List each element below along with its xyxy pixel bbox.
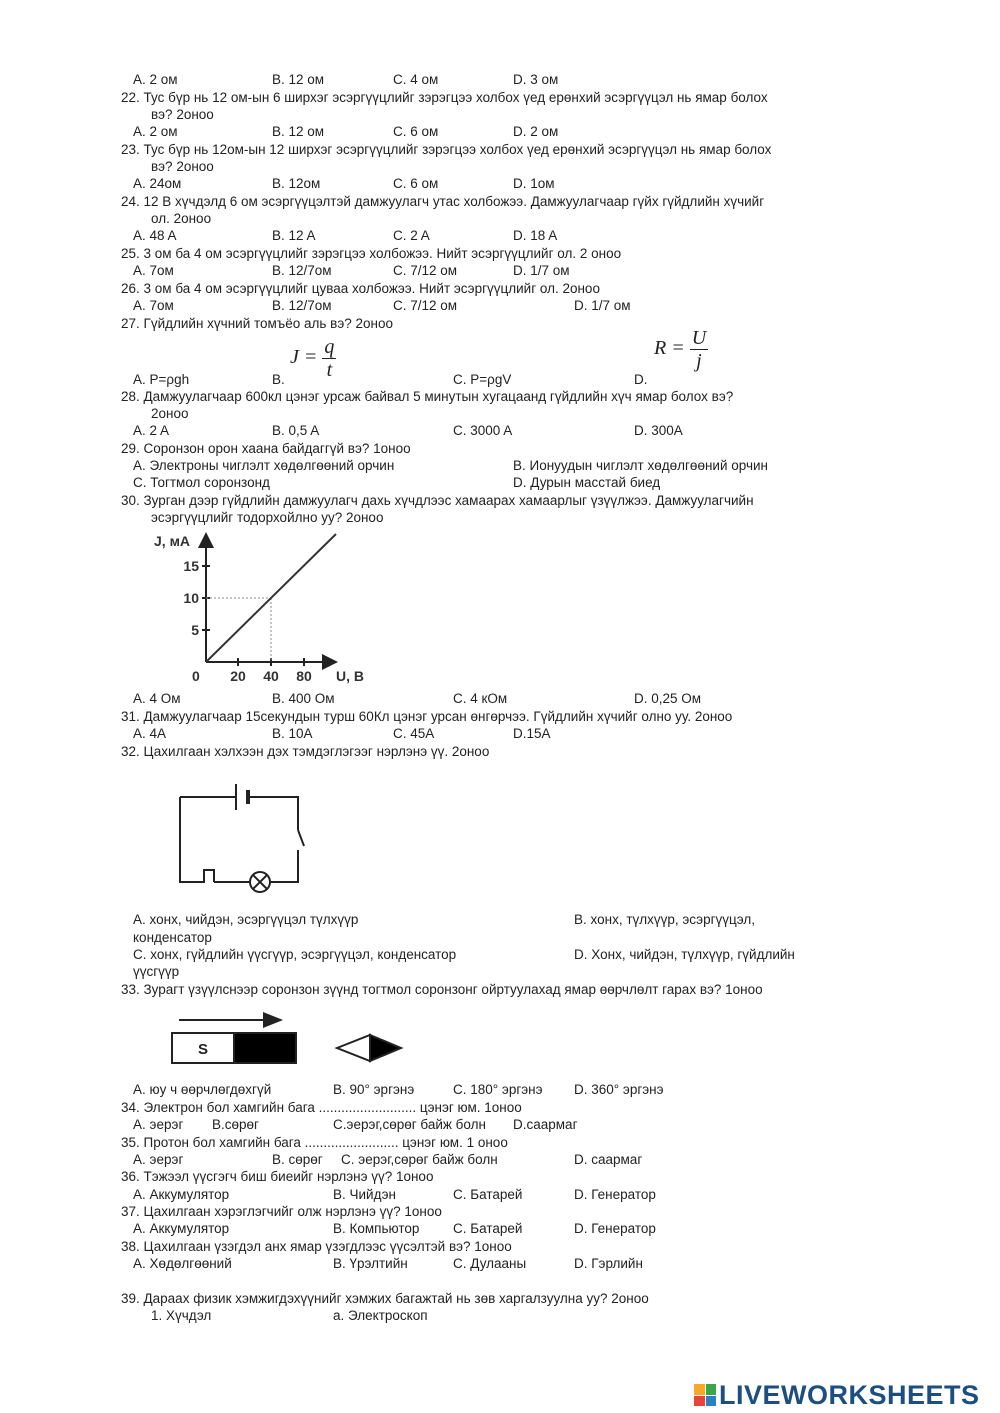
q25-option-c[interactable]: C. 7/12 ом — [393, 263, 458, 278]
q22-option-b[interactable]: B. 12 ом — [272, 124, 325, 139]
q36-option-d[interactable]: D. Генератор — [574, 1187, 656, 1202]
q38-option-a[interactable]: A. Хөдөлгөөний — [133, 1256, 232, 1271]
q29-option-d[interactable]: D. Дурын масстай биед — [513, 475, 661, 490]
q27-option-a[interactable]: A. P=ρgh — [133, 372, 190, 387]
q24-option-c[interactable]: C. 2 A — [393, 228, 430, 243]
q23-option-c[interactable]: C. 6 ом — [393, 176, 439, 191]
q37-option-b[interactable]: B. Компьютор — [333, 1221, 420, 1236]
x-tick-label: 80 — [296, 668, 312, 684]
q21-option-d[interactable]: D. 3 ом — [513, 72, 559, 87]
q27-option-c[interactable]: C. P=ρgV — [453, 372, 512, 387]
q34-option-b[interactable]: B.сөрөг — [212, 1117, 259, 1132]
q32-option-a[interactable]: A. хонх, чийдэн, эсэргүүцэл түлхүүр — [133, 912, 359, 927]
q30-option-a[interactable]: A. 4 Ом — [133, 691, 181, 706]
q35-question: 35. Протон бол хамгийн бага ......................... цэнэг юм. 1 оноо — [121, 1135, 508, 1150]
q28-option-a[interactable]: A. 2 A — [133, 423, 170, 438]
q29-question: 29. Соронзон орон хаана байдаггүй вэ? 1оноо — [121, 441, 411, 456]
q36-question: 36. Тэжээл үүсгэгч биш биеийг нэрлэнэ үү? 1оноо — [121, 1169, 434, 1184]
q27-option-d[interactable]: D. — [634, 372, 648, 387]
q39-item-1: 1. Хүчдэл — [151, 1308, 212, 1323]
q26-option-b[interactable]: B. 12/7ом — [272, 298, 332, 313]
q39-question: 39. Дараах физик хэмжигдэхүүнийг хэмжих багажтай нь зөв харгалзуулна уу? 2оноо — [121, 1291, 649, 1306]
q28-question-cont: 2оноо — [151, 406, 189, 421]
q27-question: 27. Гүйдлийн хүчний томъёо аль вэ? 2оноо — [121, 316, 393, 331]
q25-option-b[interactable]: B. 12/7ом — [272, 263, 332, 278]
magnet-label: S — [197, 1041, 209, 1058]
q28-question: 28. Дамжуулагчаар 600кл цэнэг урсаж байвал 5 минутын хугацаанд гүйдлийн хүч ямар болох вэ? — [121, 389, 734, 404]
q36-option-a[interactable]: A. Аккумулятор — [133, 1187, 230, 1202]
magnet-north-pole — [234, 1033, 296, 1063]
q22-option-c[interactable]: C. 6 ом — [393, 124, 439, 139]
q22-option-d[interactable]: D. 2 ом — [513, 124, 559, 139]
q25-option-a[interactable]: A. 7ом — [133, 263, 174, 278]
q23-question: 23. Тус бүр нь 12ом-ын 12 ширхэг эсэргүүцлийг зэрэгцээ холбох үед ерөнхий эсэргүүцэл нь ямар болох — [121, 142, 772, 157]
q37-option-d[interactable]: D. Генератор — [574, 1221, 656, 1236]
q25-question: 25. 3 ом ба 4 ом эсэргүүцлийг зэрэгцээ холбожээ. Нийт эсэргүүцлийг ол. 2 оноо — [121, 246, 622, 261]
x-tick-label: 40 — [263, 668, 279, 684]
q34-option-c[interactable]: C.эерэг,сөрөг байж болн — [333, 1117, 486, 1132]
q21-option-b[interactable]: B. 12 ом — [272, 72, 325, 87]
y-tick-label: 10 — [183, 590, 199, 606]
q23-question-cont: вэ? 2оноо — [151, 159, 214, 174]
q30-question: 30. Зурган дээр гүйдлийн дамжуулагч дахь хүчдлээс хамаарах хамаарлыг үзүүлжээ. Дамжуулагчийн — [121, 493, 754, 508]
q23-option-b[interactable]: B. 12ом — [272, 176, 321, 191]
q37-question: 37. Цахилгаан хэрэглэгчийг олж нэрлэнэ үү? 1оноо — [121, 1204, 442, 1219]
q24-option-b[interactable]: B. 12 A — [272, 228, 316, 243]
q22-option-a[interactable]: A. 2 ом — [133, 124, 178, 139]
q34-option-d[interactable]: D.саармаг — [513, 1117, 578, 1132]
q32-option-b-cont: конденсатор — [133, 930, 212, 945]
q31-option-c[interactable]: C. 45A — [393, 726, 435, 741]
q29-option-a[interactable]: A. Электроны чиглэлт хөдөлгөөний орчин — [133, 458, 395, 473]
q39-item-a: a. Электроскоп — [333, 1308, 428, 1323]
q32-option-d[interactable]: D. Хонх, чийдэн, түлхүүр, гүйдлийн — [574, 947, 795, 962]
q31-option-b[interactable]: B. 10A — [272, 726, 313, 741]
q30-option-b[interactable]: B. 400 Ом — [272, 691, 335, 706]
q33-option-d[interactable]: D. 360° эргэнэ — [574, 1082, 664, 1097]
q33-question: 33. Зурагт үзүүлснээр соронзон зүүнд тогтмол соронзонг ойртуулахад ямар өөрчлөлт гарах вэ? 1оноо — [121, 982, 763, 997]
q34-question: 34. Электрон бол хамгийн бага .......................... цэнэг юм. 1оноо — [121, 1100, 522, 1115]
q31-question: 31. Дамжуулагчаар 15секундын турш 60Кл цэнэг урсан өнгөрчээ. Гүйдлийн хүчийг олно уу. 2оноо — [121, 709, 733, 724]
q30-question-cont: эсэргүүцлийг тодорхойлно уу? 2оноо — [151, 510, 384, 525]
q28-option-c[interactable]: C. 3000 A — [453, 423, 513, 438]
q26-option-c[interactable]: C. 7/12 ом — [393, 298, 458, 313]
q29-option-c[interactable]: C. Тогтмол соронзонд — [133, 475, 270, 490]
q35-option-a[interactable]: A. эерэг — [133, 1152, 184, 1167]
q36-option-c[interactable]: C. Батарей — [453, 1187, 523, 1202]
q37-option-c[interactable]: C. Батарей — [453, 1221, 523, 1236]
q31-option-d[interactable]: D.15A — [513, 726, 551, 741]
q35-option-b[interactable]: B. сөрөг — [272, 1152, 323, 1167]
q27-formula-b: J = $\frac{q}{t}$ — [290, 336, 335, 381]
q32-circuit-diagram — [170, 770, 320, 900]
q30-option-c[interactable]: C. 4 кОм — [453, 691, 508, 706]
needle-black-half — [370, 1035, 401, 1061]
q30-graph — [140, 526, 390, 690]
q27-formula-d: R = $\frac{U}{j}$ — [654, 327, 707, 372]
q26-option-a[interactable]: A. 7ом — [133, 298, 174, 313]
q35-option-d[interactable]: D. саармаг — [574, 1152, 643, 1167]
q28-option-d[interactable]: D. 300A — [634, 423, 683, 438]
q35-option-c[interactable]: C. эерэг,сөрөг байж болн — [341, 1152, 498, 1167]
switch-lever — [298, 830, 304, 846]
q36-option-b[interactable]: B. Чийдэн — [333, 1187, 396, 1202]
q21-option-a[interactable]: A. 2 ом — [133, 72, 178, 87]
liveworksheets-logo — [694, 1380, 980, 1410]
origin-label: 0 — [192, 668, 200, 684]
q26-question: 26. 3 ом ба 4 ом эсэргүүцлийг цуваа холбожээ. Нийт эсэргүүцлийг ол. 2оноо — [121, 281, 600, 296]
q38-option-d[interactable]: D. Гэрлийн — [574, 1256, 643, 1271]
q21-option-c[interactable]: C. 4 ом — [393, 72, 439, 87]
q33-option-c[interactable]: C. 180° эргэнэ — [453, 1082, 543, 1097]
logo-cubes-icon — [694, 1384, 716, 1406]
y-axis-label: J, мА — [154, 533, 191, 549]
q33-option-b[interactable]: B. 90° эргэнэ — [333, 1082, 415, 1097]
q26-option-d[interactable]: D. 1/7 ом — [574, 298, 631, 313]
needle-white-half — [337, 1035, 370, 1061]
q32-option-d-cont: үүсгүүр — [133, 964, 180, 979]
bell-symbol — [180, 797, 214, 882]
y-tick-label: 15 — [183, 558, 199, 574]
q24-question: 24. 12 В хүчдэлд 6 ом эсэргүүцэлтэй дамжуулагч утас холбожээ. Дамжуулагчаар гүйх гүйдлийн хүчийг — [121, 194, 765, 209]
q28-option-b[interactable]: B. 0,5 A — [272, 423, 320, 438]
q27-option-b[interactable]: B. — [272, 372, 285, 387]
q29-option-b[interactable]: B. Ионуудын чиглэлт хөдөлгөөний орчин — [513, 458, 768, 473]
q32-option-b[interactable]: B. хонх, түлхүүр, эсэргүүцэл, — [574, 912, 755, 927]
q22-question-cont: вэ? 2оноо — [151, 107, 214, 122]
q33-magnet-compass — [165, 1010, 410, 1070]
q24-option-a[interactable]: A. 48 A — [133, 228, 177, 243]
q38-question: 38. Цахилгаан үзэгдэл анх ямар үзэгдлээс үүсэлтэй вэ? 1оноо — [121, 1239, 512, 1254]
x-tick-label: 20 — [230, 668, 246, 684]
brand-name: LIVEWORKSHEETS — [719, 1379, 980, 1410]
q31-option-a[interactable]: A. 4A — [133, 726, 167, 741]
q24-option-d[interactable]: D. 18 A — [513, 228, 558, 243]
q38-option-c[interactable]: C. Дулааны — [453, 1256, 527, 1271]
q37-option-a[interactable]: A. Аккумулятор — [133, 1221, 230, 1236]
q32-option-c[interactable]: C. хонх, гүйдлийн үүсгүүр, эсэргүүцэл, конденсатор — [133, 947, 457, 962]
q23-option-d[interactable]: D. 1ом — [513, 176, 555, 191]
q24-question-cont: ол. 2оноо — [151, 211, 212, 226]
q38-option-b[interactable]: B. Үрэлтийн — [333, 1256, 408, 1271]
q30-option-d[interactable]: D. 0,25 Ом — [634, 691, 702, 706]
q22-question: 22. Тус бүр нь 12 ом-ын 6 ширхэг эсэргүүцлийг зэрэгцээ холбох үед ерөнхий эсэргүүцэл нь ямар болох — [121, 90, 768, 105]
q32-question: 32. Цахилгаан хэлхээн дэх тэмдэглэгээг нэрлэнэ үү. 2оноо — [121, 744, 490, 759]
y-tick-label: 5 — [191, 622, 199, 638]
q33-option-a[interactable]: A. юу ч өөрчлөгдөхгүй — [133, 1082, 272, 1097]
q25-option-d[interactable]: D. 1/7 ом — [513, 263, 570, 278]
q23-option-a[interactable]: A. 24ом — [133, 176, 182, 191]
q34-option-a[interactable]: A. эерэг — [133, 1117, 184, 1132]
x-axis-label: U, В — [336, 668, 364, 684]
